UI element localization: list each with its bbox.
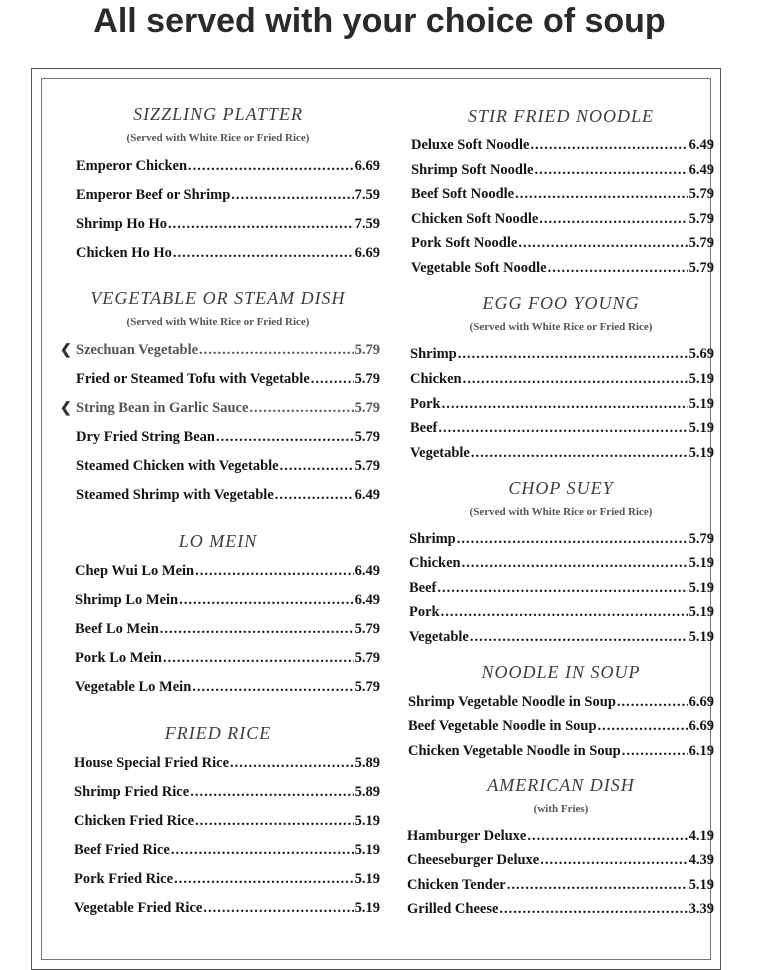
menu-item: Pork Soft Noodle ..... 5.79 — [411, 235, 714, 252]
menu-item: Beef Fried Rice ..... 5.19 — [74, 842, 380, 859]
menu-item: Pork Lo Mein ..... 5.79 — [75, 650, 380, 667]
menu-item: Shrimp Ho Ho ..... 7.59 — [76, 216, 380, 233]
section-note-egg-foo-young: (Served with White Rice or Fried Rice) — [469, 321, 653, 333]
menu-item: Emperor Chicken ..... 6.69 — [76, 158, 380, 175]
menu-item: Chicken Tender ..... 5.19 — [407, 877, 714, 894]
menu-item: Shrimp Lo Mein ..... 6.49 — [75, 592, 380, 609]
menu-item: Hamburger Deluxe ..... 4.19 — [407, 828, 714, 845]
section-note-chop-suey: (Served with White Rice or Fried Rice) — [469, 506, 653, 518]
menu-item: Beef ..... 5.19 — [409, 580, 714, 597]
menu-item: Pork ..... 5.19 — [409, 604, 714, 621]
menu-item: Shrimp Vegetable Noodle in Soup ..... 6.69 — [408, 694, 714, 711]
section-title-noodle-in-soup: NOODLE IN SOUP — [481, 662, 641, 682]
section-note-american-dish: (with Fries) — [533, 803, 589, 815]
section-title-sizzling-platter: SIZZLING PLATTER — [133, 104, 303, 124]
section-title-chop-suey: CHOP SUEY — [508, 478, 614, 498]
section-title-lo-mein: LO MEIN — [178, 531, 258, 551]
menu-item: Emperor Beef or Shrimp ..... 7.59 — [76, 187, 380, 204]
section-title-vegetable-steam: VEGETABLE OR STEAM DISH — [90, 288, 346, 308]
menu-item: Shrimp ..... 5.69 — [410, 346, 714, 363]
menu-item: Chicken Vegetable Noodle in Soup ..... 6.19 — [408, 743, 714, 760]
menu-item: Beef Soft Noodle ..... 5.79 — [411, 186, 714, 203]
section-title-american-dish: AMERICAN DISH — [487, 775, 635, 795]
menu-item: Shrimp Fried Rice ..... 5.89 — [74, 784, 380, 801]
menu-item: Pork ..... 5.19 — [410, 396, 714, 413]
menu-item: Chicken Fried Rice ..... 5.19 — [74, 813, 380, 830]
menu-item: Steamed Shrimp with Vegetable ..... 6.49 — [76, 487, 380, 504]
banner-title: All served with your choice of soup — [93, 2, 666, 40]
menu-item: Beef ..... 5.19 — [410, 420, 714, 437]
menu-item: Shrimp Soft Noodle ..... 6.49 — [411, 162, 714, 179]
menu-item: Vegetable ..... 5.19 — [410, 445, 714, 462]
menu-item: Beef Vegetable Noodle in Soup ..... 6.69 — [408, 718, 714, 735]
section-title-fried-rice: FRIED RICE — [164, 723, 272, 743]
menu-item: Dry Fried String Bean ..... 5.79 — [76, 429, 380, 446]
menu-item: Pork Fried Rice ..... 5.19 — [74, 871, 380, 888]
hot-pepper-icon: ❮ — [60, 343, 72, 358]
menu-item: Deluxe Soft Noodle ..... 6.49 — [411, 137, 714, 154]
hot-pepper-icon: ❮ — [60, 401, 72, 416]
menu-item: Vegetable ..... 5.19 — [409, 629, 714, 646]
menu-item: Chep Wui Lo Mein ..... 6.49 — [75, 563, 380, 580]
menu-item: Steamed Chicken with Vegetable ..... 5.79 — [76, 458, 380, 475]
menu-item: House Special Fried Rice ..... 5.89 — [74, 755, 380, 772]
menu-item: Grilled Cheese ..... 3.39 — [407, 901, 714, 918]
menu-item: Vegetable Soft Noodle ..... 5.79 — [411, 260, 714, 277]
section-note-vegetable-steam: (Served with White Rice or Fried Rice) — [126, 316, 310, 328]
menu-item: Chicken ..... 5.19 — [410, 371, 714, 388]
menu-item: Vegetable Lo Mein ..... 5.79 — [75, 679, 380, 696]
menu-item: ❮ String Bean in Garlic Sauce ..... 5.79 — [76, 400, 380, 417]
menu-item: Chicken Soft Noodle ..... 5.79 — [411, 211, 714, 228]
menu-item: Fried or Steamed Tofu with Vegetable ..... 5.79 — [76, 371, 380, 388]
menu-item: Chicken Ho Ho ..... 6.69 — [76, 245, 380, 262]
menu-item: Vegetable Fried Rice ..... 5.19 — [74, 900, 380, 917]
section-title-stir-fried-noodle: STIR FRIED NOODLE — [468, 106, 654, 126]
menu-item: Beef Lo Mein ..... 5.79 — [75, 621, 380, 638]
section-note-sizzling-platter: (Served with White Rice or Fried Rice) — [126, 132, 310, 144]
menu-item: ❮ Szechuan Vegetable ..... 5.79 — [76, 342, 380, 359]
section-title-egg-foo-young: EGG FOO YOUNG — [482, 293, 640, 313]
menu-item: Chicken ..... 5.19 — [409, 555, 714, 572]
menu-item: Cheeseburger Deluxe ..... 4.39 — [407, 852, 714, 869]
menu-item: Shrimp ..... 5.79 — [409, 531, 714, 548]
